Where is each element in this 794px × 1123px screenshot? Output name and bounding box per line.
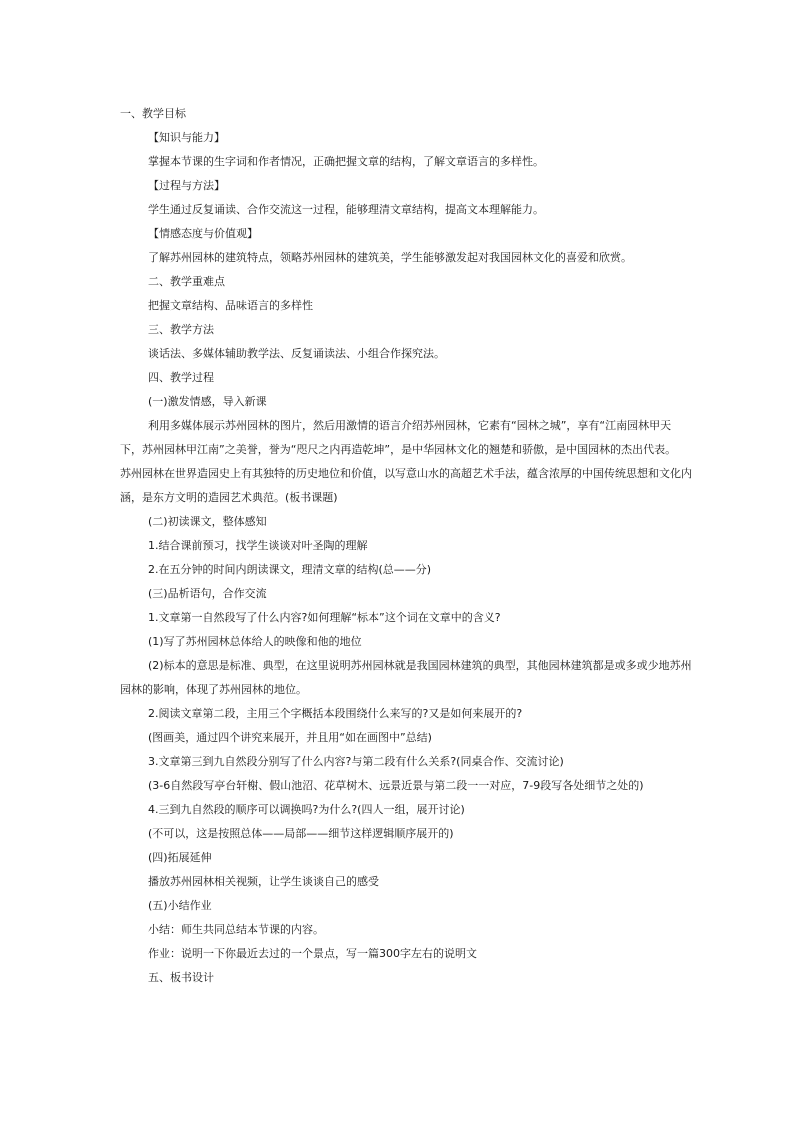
heading-teaching-goals: 一、教学目标 [120,107,186,120]
list-item: 1.结合课前预习，找学生谈谈对叶圣陶的理解 [148,539,368,552]
list-item: 3.文章第三到九自然段分别写了什么内容?与第二段有什么关系?(同桌合作、交流讨论) [148,755,564,768]
section-heading: (五)小结作业 [148,899,212,912]
list-item: 4.三到九自然段的顺序可以调换吗?为什么?(四人一组，展开讨论) [148,803,465,816]
paragraph: 播放苏州园林相关视频，让学生谈谈自己的感受 [148,875,379,888]
heading-board-design: 五、板书设计 [148,971,214,984]
list-item: 2.在五分钟的时间内朗读课文，理清文章的结构(总——分) [148,563,432,576]
answer-line: (3-6自然段写亭台轩榭、假山池沼、花草树木、远景近景与第二段一一对应，7-9段写各处细节之处的) [148,779,644,792]
subheading-knowledge: 【知识与能力】 [148,131,225,144]
answer-line: (不可以，这是按照总体——局部——细节这样逻辑顺序展开的) [148,827,454,840]
list-item: 1.文章第一自然段写了什么内容?如何理解“标本”这个词在文章中的含义? [148,611,501,624]
paragraph: 小结：师生共同总结本节课的内容。 [148,923,324,936]
list-item: 2.阅读文章第二段，主用三个字概括本段围绕什么来写的?又是如何来展开的? [148,707,523,720]
heading-teaching-methods: 三、教学方法 [148,323,214,336]
paragraph: 谈话法、多媒体辅助教学法、反复诵读法、小组合作探究法。 [148,347,445,360]
paragraph: 作业：说明一下你最近去过的一个景点，写一篇300字左右的说明文 [148,947,477,960]
paragraph: 掌握本节课的生字词和作者情况，正确把握文章的结构，了解文章语言的多样性。 [148,155,544,168]
paragraph: 学生通过反复诵读、合作交流这一过程，能够理清文章结构，提高文本理解能力。 [148,203,544,216]
paragraph: 把握文章结构、品味语言的多样性 [148,299,313,312]
section-heading: (三)品析语句，合作交流 [148,587,267,600]
answer-line: (图画美，通过四个讲究来展开，并且用“如在画图中”总结) [148,731,432,744]
heading-teaching-process: 四、教学过程 [148,371,214,384]
answer-line: (2)标本的意思是标准、典型，在这里说明苏州园林就是我国园林建筑的典型，其他园林建筑都是或多或少地苏州 [148,659,692,672]
paragraph-line: 苏州园林在世界造园史上有其独特的历史地位和价值，以写意山水的高超艺术手法，蕴含浓厚的中国传统思想和文化内 [120,467,692,480]
subheading-emotion: 【情感态度与价值观】 [148,227,258,240]
section-heading: (四)拓展延伸 [148,851,212,864]
section-heading: (一)激发情感，导入新课 [148,395,267,408]
answer-line: (1)写了苏州园林总体给人的映像和他的地位 [148,635,362,648]
paragraph-line: 涵，是东方文明的造园艺术典范。(板书课题) [120,491,338,504]
heading-key-points: 二、教学重难点 [148,275,225,288]
paragraph: 了解苏州园林的建筑特点，领略苏州园林的建筑美，学生能够激发起对我国园林文化的喜爱和欣赏。 [148,251,632,264]
paragraph-line: 下，苏州园林甲江南”之美誉，誉为“咫尺之内再造乾坤”，是中华园林文化的翘楚和骄傲，是中国园林的杰出代表。 [120,443,677,456]
answer-line: 园林的影响，体现了苏州园林的地位。 [120,683,307,696]
paragraph-line: 利用多媒体展示苏州园林的图片，然后用激情的语言介绍苏州园林，它素有“园林之城”，享有“江南园林甲天 [148,419,672,432]
subheading-process: 【过程与方法】 [148,179,225,192]
section-heading: (二)初读课文，整体感知 [148,515,267,528]
